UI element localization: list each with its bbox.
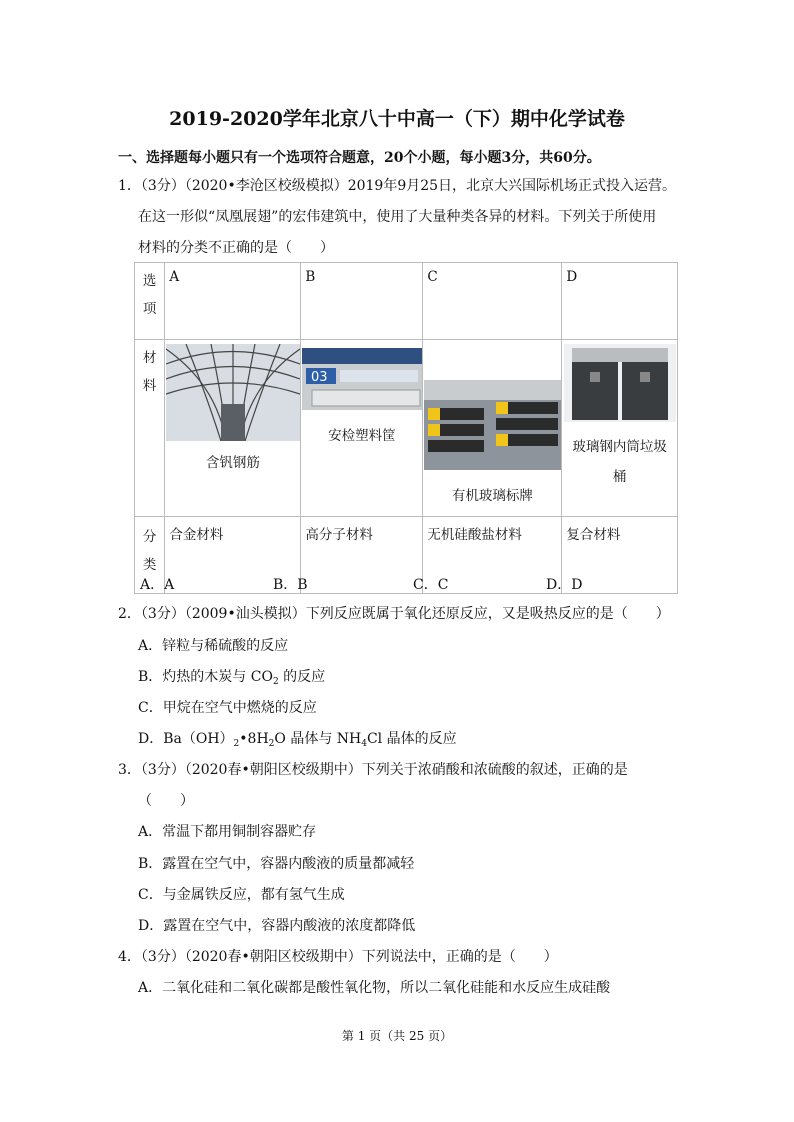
material-d-caption: 玻璃钢内筒垃圾 桶 [572,439,667,485]
option-c-header: C [423,263,562,340]
security-tray-image [302,348,422,410]
q2-option-b[interactable]: B．灼热的木炭与 $CO_2$ 的反应 [138,669,326,687]
row-label-option: 选 项 [135,263,165,340]
page-title: 2019-2020学年北京八十中高一（下）期中化学试卷 [169,108,625,130]
category-a: 合金材料 [165,517,301,594]
q1-option-a[interactable]: A．A [140,577,175,593]
q2-option-c[interactable]: C．甲烷在空气中燃烧的反应 [138,700,317,716]
materials-table [134,262,678,594]
material-a-cell [165,340,301,517]
section-heading: 一、选择题每小题只有一个选项符合题意，20个小题，每小题3分，共60分。 [118,150,601,166]
q1-option-b[interactable]: B．B [273,577,308,593]
q1-stem-line3: 材料的分类不正确的是（ ） [138,240,334,256]
category-b: 高分子材料 [301,517,423,594]
signage-image [424,380,561,470]
q4-option-a[interactable]: A．二氧化硅和二氧化碳都是酸性氧化物，所以二氧化硅能和水反应生成硅酸 [138,980,611,996]
category-c: 无机硅酸盐材料 [423,517,562,594]
tray-number: 03 [311,370,328,385]
q2-stem: 2．（3分）（2009•汕头模拟）下列反应既属于氧化还原反应，又是吸热反应的是（ ） [118,606,670,622]
q3-option-a[interactable]: A．常温下都用铜制容器贮存 [138,824,317,840]
option-b-header: B [301,263,423,340]
q3-stem: 3．（3分）（2020春•朝阳区校级期中）下列关于浓硝酸和浓硫酸的叙述，正确的是 [118,762,628,778]
option-d-header: D [562,263,678,340]
q1-stem-line1: 1．（3分）（2020•李沧区校级模拟）2019年9月25日，北京大兴国际机场正式投入运营。 [118,178,677,194]
material-b-cell [301,340,423,517]
q4-stem: 4．（3分）（2020春•朝阳区校级期中）下列说法中，正确的是（ ） [118,949,558,965]
q3-option-c[interactable]: C．与金属铁反应，都有氢气生成 [138,887,345,903]
material-a-caption: 含钒钢筋 [205,455,260,471]
trash-bin-image [564,344,676,422]
option-a-header: A [165,263,301,340]
material-c-cell [423,340,562,517]
q2-option-d[interactable]: D．$Ba(OH)_2•8H_2O$ 晶体与 $NH_4Cl$ 晶体的反应 [138,731,457,749]
q3-option-b[interactable]: B．露置在空气中，容器内酸液的质量都减轻 [138,856,415,872]
q3-stem-cont: （ ） [138,793,194,809]
q2-option-a[interactable]: A．锌粒与稀硫酸的反应 [138,638,289,654]
row-label-category: 分 类 [135,517,165,594]
q1-option-c[interactable]: C．C [413,577,449,593]
material-d-cell [562,340,678,517]
material-b-caption: 安检塑料筐 [328,428,396,444]
material-c-caption: 有机玻璃标牌 [451,488,533,504]
row-label-material: 材 料 [135,340,165,517]
q1-option-d[interactable]: D．D [546,577,583,593]
q1-stem-line2: 在这一形似“凤凰展翅”的宏伟建筑中，使用了大量种类各异的材料。下列关于所使用 [138,209,657,225]
category-d: 复合材料 [562,517,678,594]
steel-structure-image [166,344,300,441]
q3-option-d[interactable]: D．露置在空气中，容器内酸液的浓度都降低 [138,918,416,934]
page-footer: 第 1 页（共 25 页） [341,1029,453,1043]
